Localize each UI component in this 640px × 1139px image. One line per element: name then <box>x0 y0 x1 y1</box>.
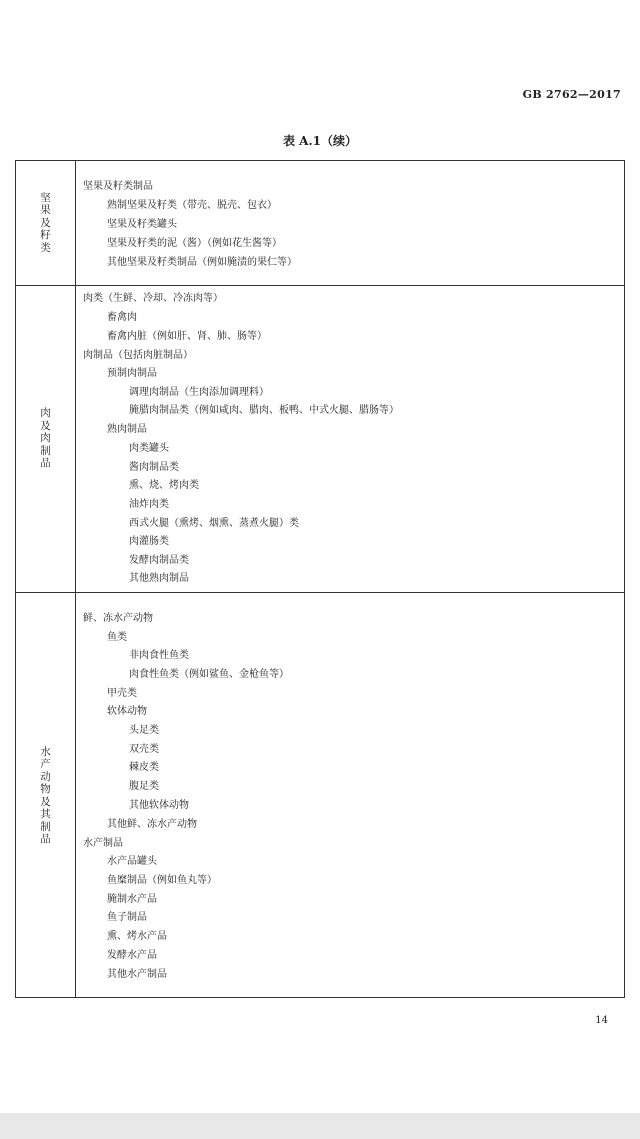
food-category-table <box>15 160 625 998</box>
list-item: 油炸肉类 <box>129 499 169 510</box>
list-item: 非肉食性鱼类 <box>129 650 189 661</box>
category-cell-aquatic <box>16 592 75 999</box>
list-item: 其他熟肉制品 <box>129 573 189 584</box>
list-item: 畜禽肉 <box>107 312 137 323</box>
list-item: 软体动物 <box>107 706 147 717</box>
list-item: 肉类罐头 <box>129 443 169 454</box>
list-item: 熟肉制品 <box>107 424 147 435</box>
list-item: 肉类（生鲜、冷却、冷冻肉等） <box>83 293 223 304</box>
list-item: 其他鲜、冻水产动物 <box>107 819 197 830</box>
category-label: 坚果及籽类 <box>40 191 51 254</box>
list-item: 鱼糜制品（例如鱼丸等） <box>107 875 217 886</box>
list-item: 头足类 <box>129 725 159 736</box>
list-item: 坚果及籽类罐头 <box>107 219 177 230</box>
list-item: 棘皮类 <box>129 762 159 773</box>
page-number: 14 <box>595 1015 608 1026</box>
list-item: 水产品罐头 <box>107 856 157 867</box>
list-item: 坚果及籽类的泥（酱）（例如花生酱等） <box>107 238 282 249</box>
list-item: 腹足类 <box>129 781 159 792</box>
list-item: 西式火腿（熏烤、烟熏、蒸煮火腿）类 <box>129 518 299 529</box>
list-item: 其他坚果及籽类制品（例如腌渍的果仁等） <box>107 257 297 268</box>
list-item: 鲜、冻水产动物 <box>83 613 153 624</box>
list-item: 其他软体动物 <box>129 800 189 811</box>
list-item: 腌制水产品 <box>107 894 157 905</box>
list-item: 其他水产制品 <box>107 969 167 980</box>
list-item: 调理肉制品（生肉添加调理料） <box>129 387 269 398</box>
list-item: 肉食性鱼类（例如鲨鱼、金枪鱼等） <box>129 669 289 680</box>
list-item: 坚果及籽类制品 <box>83 181 153 192</box>
list-item: 酱肉制品类 <box>129 462 179 473</box>
list-item: 熏、烤水产品 <box>107 931 167 942</box>
category-cell-nuts <box>16 161 75 285</box>
list-item: 双壳类 <box>129 744 159 755</box>
bottom-bar <box>0 1113 640 1139</box>
list-item: 畜禽内脏（例如肝、肾、肺、肠等） <box>107 331 267 342</box>
list-item: 鱼子制品 <box>107 912 147 923</box>
list-item: 发酵水产品 <box>107 950 157 961</box>
list-item: 熏、烧、烤肉类 <box>129 480 199 491</box>
column-divider <box>75 161 76 997</box>
category-label: 肉及肉制品 <box>40 407 51 470</box>
row-divider <box>16 285 624 286</box>
list-item: 甲壳类 <box>107 688 137 699</box>
list-item: 发酵肉制品类 <box>129 555 189 566</box>
category-label: 水产动物及其制品 <box>40 745 51 845</box>
list-item: 水产制品 <box>83 838 123 849</box>
standard-number: GB 2762—2017 <box>522 88 621 101</box>
list-item: 腌腊肉制品类（例如咸肉、腊肉、板鸭、中式火腿、腊肠等） <box>129 405 399 416</box>
category-cell-meat <box>16 285 75 592</box>
list-item: 肉灌肠类 <box>129 536 169 547</box>
list-item: 鱼类 <box>107 632 127 643</box>
row-divider <box>16 592 624 593</box>
table-title: 表 A.1（续） <box>282 134 358 148</box>
list-item: 熟制坚果及籽类（带壳、脱壳、包衣） <box>107 200 277 211</box>
list-item: 预制肉制品 <box>107 368 157 379</box>
list-item: 肉制品（包括肉脏制品） <box>83 350 193 361</box>
